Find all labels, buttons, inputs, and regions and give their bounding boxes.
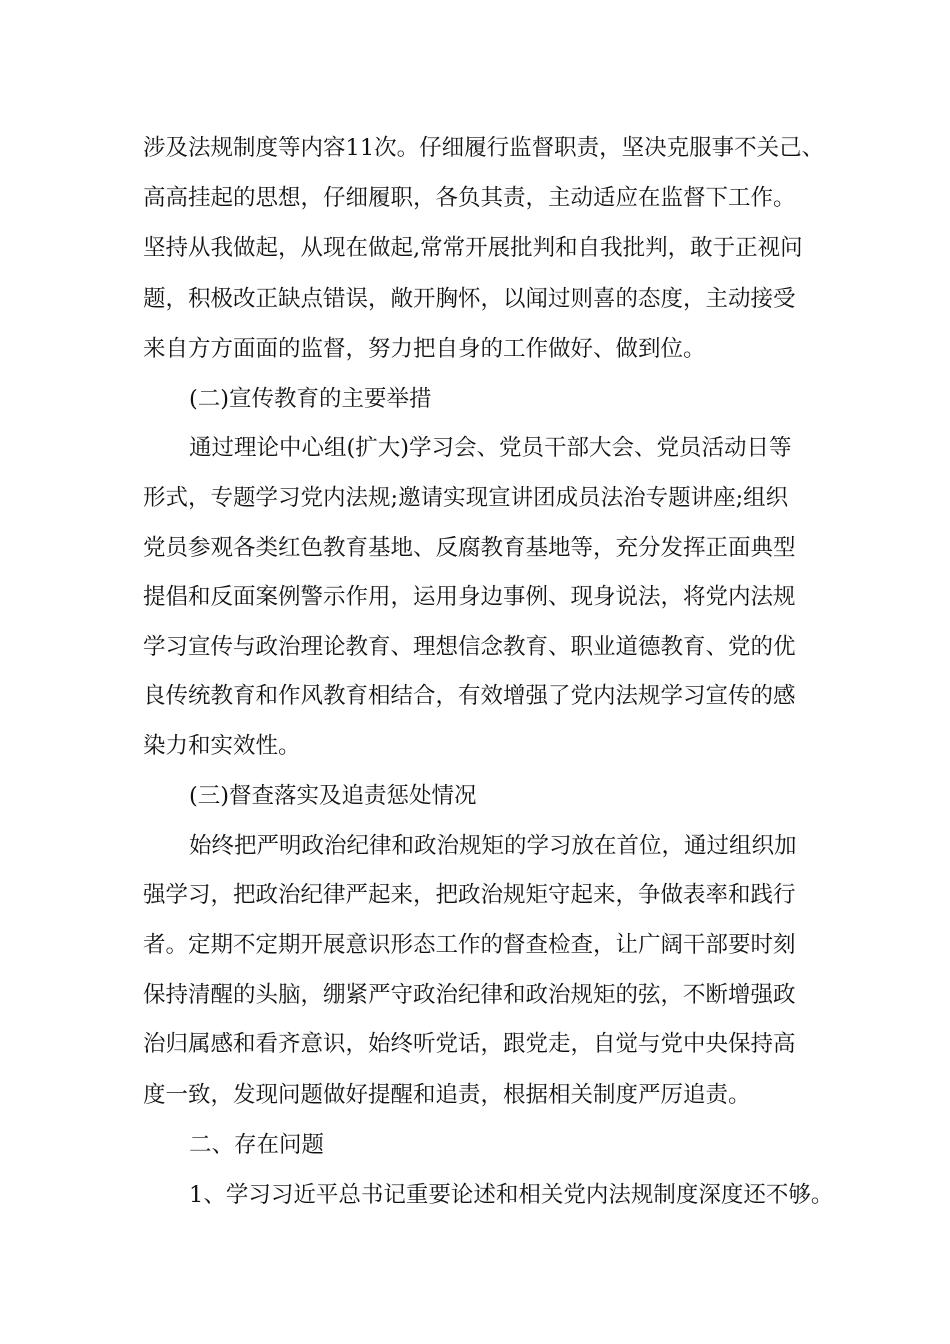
text-line: 来自方方面面的监督，努力把自身的工作做好、做到位。 bbox=[143, 336, 706, 362]
text-line: 良传统教育和作风教育相结合，有效增强了党内法规学习宣传的感 bbox=[143, 683, 796, 709]
text-line: 提倡和反面案例警示作用，运用身边事例、现身说法，将党内法规 bbox=[143, 584, 796, 610]
text-line: 党员参观各类红色教育基地、反腐教育基地等，充分发挥正面典型 bbox=[143, 535, 796, 561]
text-line: 高高挂起的思想，仔细履职，各负其责，主动适应在监督下工作。 bbox=[143, 185, 796, 211]
section-heading: (二)宣传教育的主要举措 bbox=[189, 386, 432, 412]
text-line: 1、学习习近平总书记重要论述和相关党内法规制度深度还不够。 bbox=[189, 1182, 834, 1208]
text-line: 者。定期不定期开展意识形态工作的督查检查，让广阔干部要时刻 bbox=[143, 932, 796, 958]
text-line: 通过理论中心组(扩大)学习会、党员干部大会、党员活动日等 bbox=[189, 435, 792, 461]
text-line: 保持清醒的头脑，绷紧严守政治纪律和政治规矩的弦，不断增强政 bbox=[143, 982, 796, 1008]
text-line: 度一致，发现问题做好提醒和追责，根据相关制度严厉追责。 bbox=[143, 1082, 751, 1108]
text-line: 题，积极改正缺点错误，敞开胸怀，以闻过则喜的态度，主动接受 bbox=[143, 286, 796, 312]
section-heading: (三)督查落实及追责惩处情况 bbox=[189, 783, 477, 809]
text-line: 坚持从我做起，从现在做起,常常开展批判和自我批判，敢于正视问 bbox=[143, 235, 803, 261]
text-line: 强学习，把政治纪律严起来，把政治规矩守起来，争做表率和践行 bbox=[143, 882, 796, 908]
text-line: 治归属感和看齐意识，始终听党话，跟党走，自觉与党中央保持高 bbox=[143, 1031, 796, 1057]
text-line: 始终把严明政治纪律和政治规矩的学习放在首位，通过组织加 bbox=[189, 833, 797, 859]
text-line: 形式，专题学习党内法规;邀请实现宣讲团成员法治专题讲座;组织 bbox=[143, 485, 789, 511]
text-line: 染力和实效性。 bbox=[143, 733, 301, 759]
section-heading: 二、存在问题 bbox=[189, 1132, 325, 1158]
text-line: 涉及法规制度等内容11次。仔细履行监督职责，坚决克服事不关己、 bbox=[143, 135, 825, 161]
text-line: 学习宣传与政治理论教育、理想信念教育、职业道德教育、党的优 bbox=[143, 634, 796, 660]
